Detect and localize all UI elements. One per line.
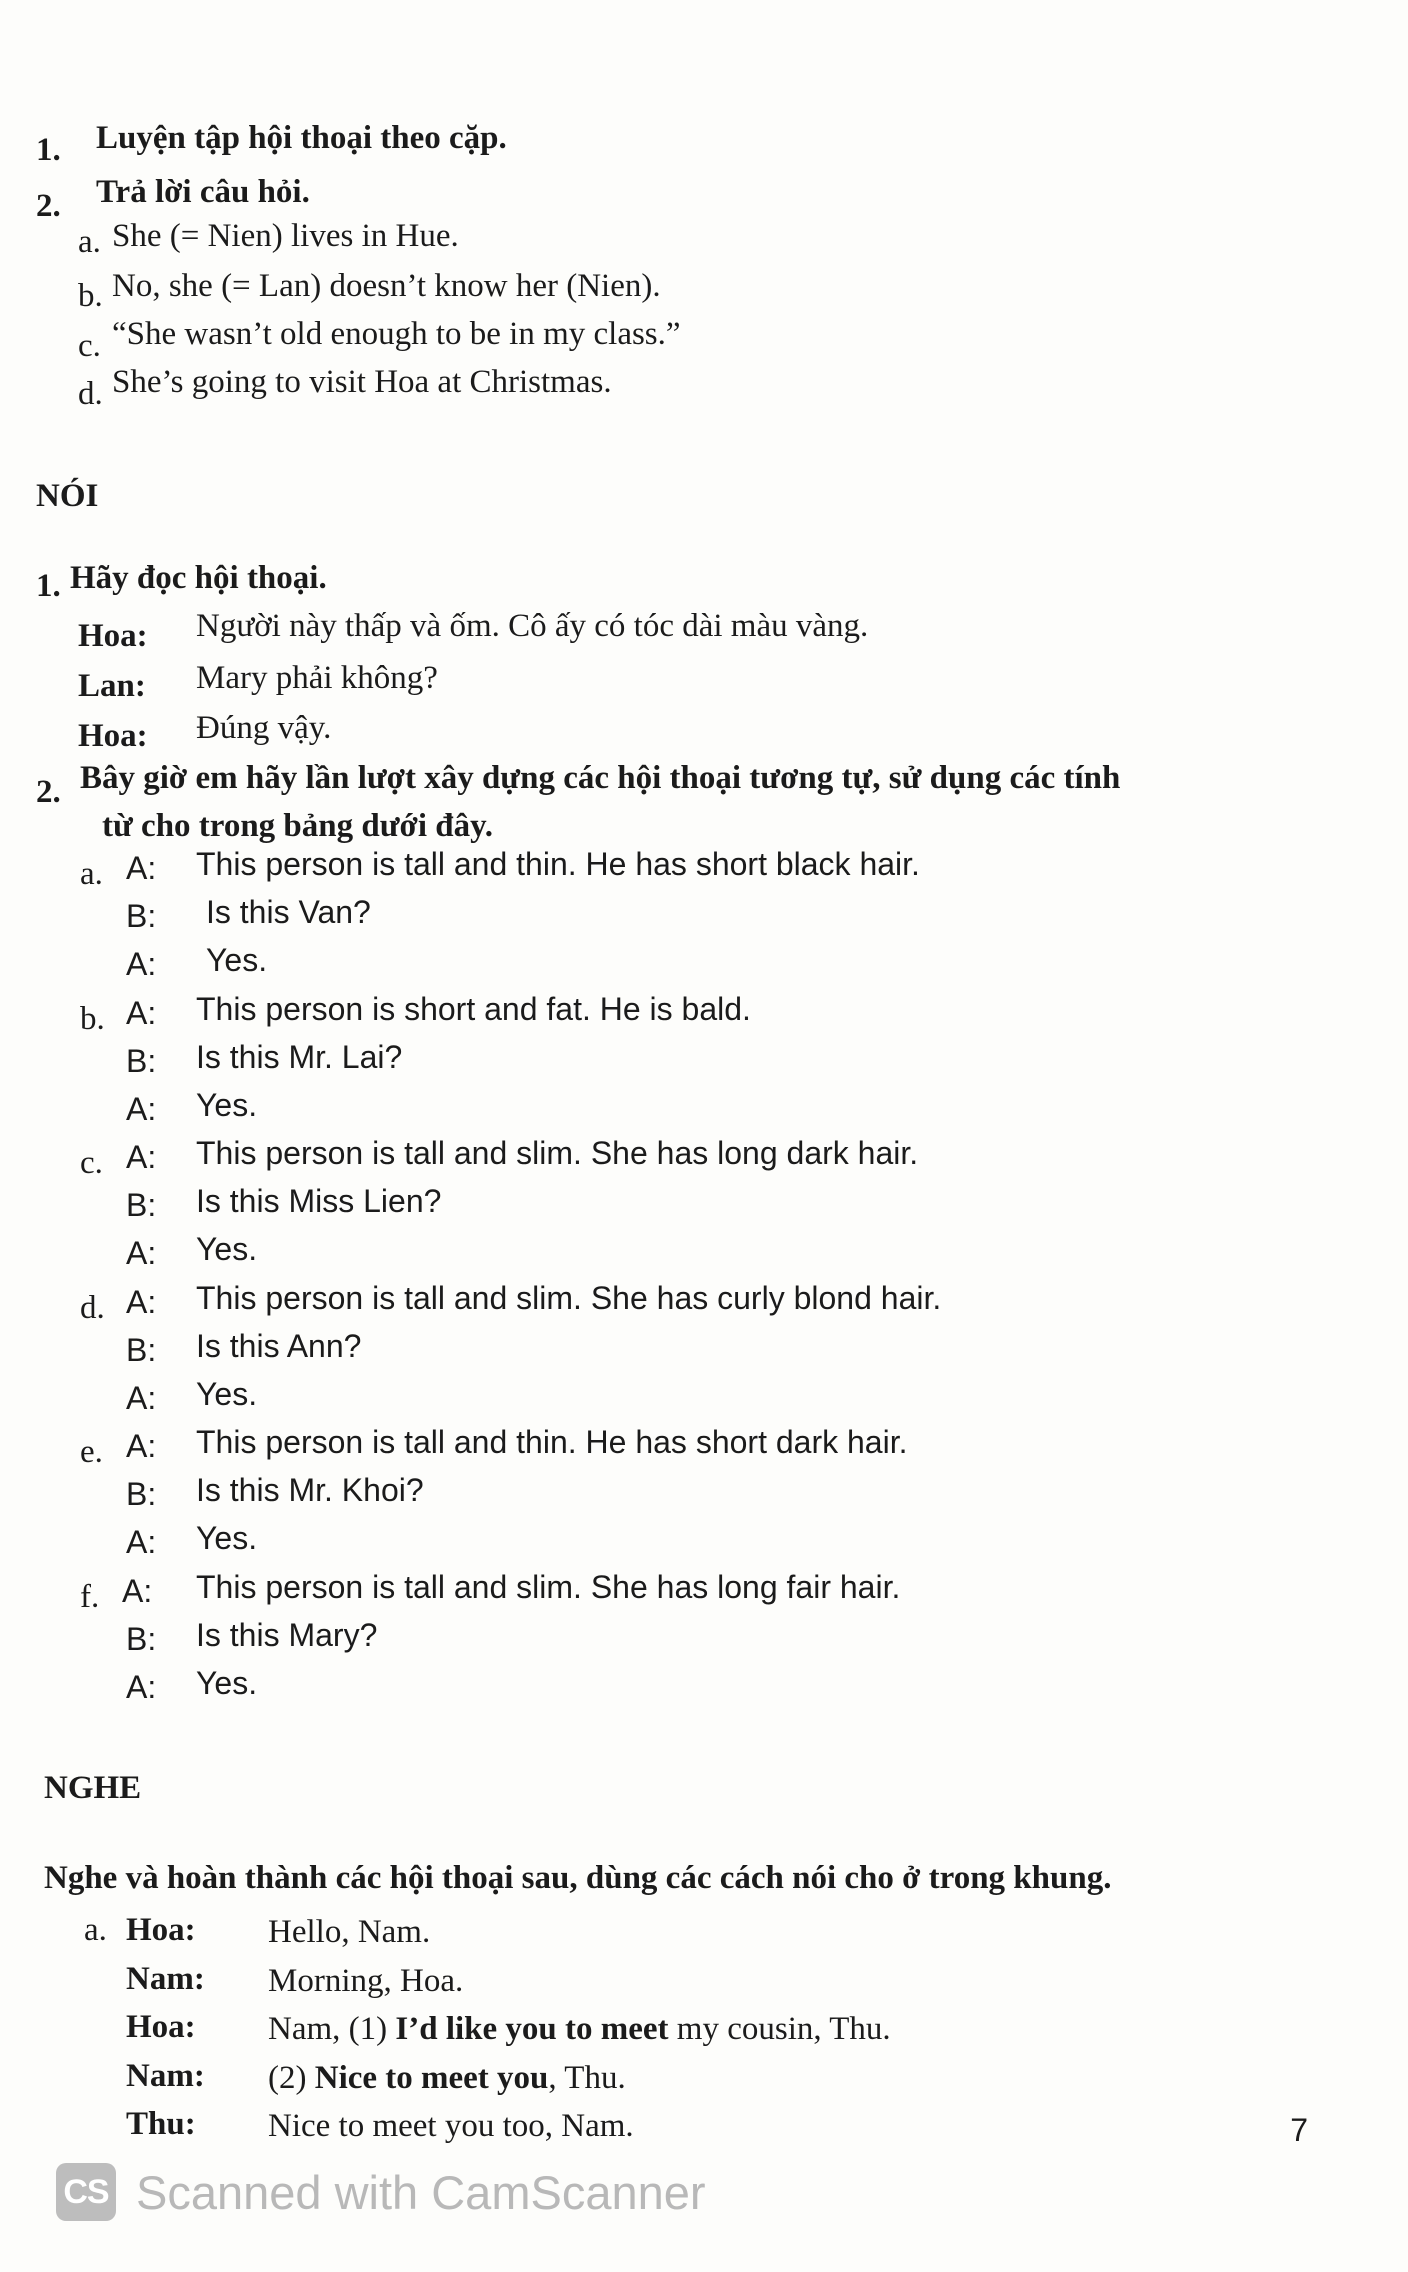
exchange-line: Yes. xyxy=(196,1664,258,1701)
exchange-line: This person is tall and slim. She has long dark hair. xyxy=(196,1135,919,1171)
speaker: Hoa: xyxy=(78,718,148,754)
dialogue-line: Người này thấp và ốm. Cô ấy có tóc dài màu vàng. xyxy=(196,608,869,644)
answer-phrase: I’d like you to meet xyxy=(395,2011,669,2047)
speaker-label: B: xyxy=(126,898,157,934)
exchange-line: Yes. xyxy=(206,942,268,978)
exchange-line: Is this Mr. Khoi? xyxy=(196,1472,424,1508)
dialogue-line xyxy=(268,2106,634,2146)
exchange-line: Is this Van? xyxy=(206,894,371,930)
item-text: Luyện tập hội thoại theo cặp. xyxy=(96,120,507,156)
dialogue-line: Mary phải không? xyxy=(196,660,438,696)
speaker-label: B: xyxy=(126,1620,157,1657)
camscanner-watermark xyxy=(56,2160,706,2224)
exchange-letter: a. xyxy=(80,856,103,892)
speaker-label: A: xyxy=(126,1379,157,1416)
speaker-label: A: xyxy=(122,1572,153,1609)
instruction-text: Nghe và hoàn thành các hội thoại sau, dùng các cách nói cho ở trong khung. xyxy=(44,1860,1112,1896)
page-number: 7 xyxy=(1290,2112,1308,2148)
answer-letter: c. xyxy=(78,328,101,364)
camscanner-logo-icon: CS xyxy=(56,2163,116,2221)
section-heading: NGHE xyxy=(44,1770,142,1806)
exchange-line: This person is tall and thin. He has short black hair. xyxy=(196,846,920,882)
exchange-line: This person is short and fat. He is bald. xyxy=(196,990,751,1027)
exchange-letter: e. xyxy=(80,1434,103,1470)
speaker-label: A: xyxy=(126,850,157,886)
exchange-line: Yes. xyxy=(196,1375,258,1412)
item-text: từ cho trong bảng dưới đây. xyxy=(102,808,494,844)
speaker-label: A: xyxy=(126,1139,157,1175)
item-text: Bây giờ em hãy lần lượt xây dựng các hội thoại tương tự, sử dụng các tính xyxy=(80,760,1121,796)
dialogue-line xyxy=(268,2058,626,2098)
speaker-label: B: xyxy=(126,1042,157,1079)
speaker: Nam: xyxy=(126,1960,205,1997)
speaker: Hoa: xyxy=(126,2009,196,2045)
camscanner-text: Scanned with CamScanner xyxy=(136,2165,706,2219)
dialogue-line xyxy=(268,1961,463,2001)
speaker-label: A: xyxy=(126,1235,157,1271)
dialogue-line: Đúng vậy. xyxy=(196,710,332,746)
speaker: Hoa: xyxy=(78,618,148,654)
item-number: 1. xyxy=(36,568,61,604)
dialogue-text: Morning, Hoa. xyxy=(268,1962,464,1999)
speaker: Hoa: xyxy=(126,1912,196,1948)
dialogue-line xyxy=(268,2009,891,2049)
speaker-label: B: xyxy=(126,1187,157,1223)
exchange-letter: d. xyxy=(80,1289,105,1326)
answer-text: She (= Nien) lives in Hue. xyxy=(112,218,459,254)
exchange-line: This person is tall and thin. He has short dark hair. xyxy=(196,1424,908,1460)
item-text: Trả lời câu hỏi. xyxy=(96,174,310,210)
answer-letter: a. xyxy=(78,224,101,260)
item-number: 1. xyxy=(36,132,61,168)
exchange-letter: b. xyxy=(80,1000,105,1037)
speaker: Thu: xyxy=(126,2106,196,2142)
dialogue-letter: a. xyxy=(84,1912,107,1948)
exchange-line: Yes. xyxy=(196,1086,258,1123)
answer-phrase: Nice to meet you xyxy=(314,2059,549,2096)
exchange-line: Is this Mary? xyxy=(196,1616,378,1653)
speaker-label: A: xyxy=(126,1524,157,1560)
exchange-line: Is this Ann? xyxy=(196,1327,362,1364)
speaker-label: A: xyxy=(126,1090,157,1127)
dialogue-text: Nice to meet you too, Nam. xyxy=(268,2108,634,2144)
answer-text: “She wasn’t old enough to be in my class.” xyxy=(112,316,681,352)
exchange-line: Yes. xyxy=(196,1231,258,1267)
exchange-letter: f. xyxy=(80,1578,100,1615)
item-text: Hãy đọc hội thoại. xyxy=(70,560,327,596)
dialogue-text: Nam, (1) xyxy=(268,2011,396,2047)
exchange-letter: c. xyxy=(80,1145,103,1181)
speaker-label: A: xyxy=(126,1428,157,1464)
answer-text: No, she (= Lan) doesn’t know her (Nien). xyxy=(112,268,661,304)
speaker: Nam: xyxy=(126,2057,205,2094)
dialogue-line xyxy=(268,1912,430,1952)
speaker-label: B: xyxy=(126,1331,157,1368)
answer-text: She’s going to visit Hoa at Christmas. xyxy=(112,364,612,400)
item-number: 2. xyxy=(36,774,61,810)
exchange-line: This person is tall and slim. She has long fair hair. xyxy=(196,1568,901,1605)
dialogue-text: my cousin, Thu. xyxy=(668,2011,891,2047)
item-number: 2. xyxy=(36,188,61,224)
speaker-label: A: xyxy=(126,946,157,982)
speaker-label: A: xyxy=(126,1668,157,1705)
exchange-line: Is this Mr. Lai? xyxy=(196,1038,403,1075)
speaker-label: A: xyxy=(126,994,157,1031)
exchange-line: Yes. xyxy=(196,1520,258,1556)
answer-letter: d. xyxy=(78,376,103,412)
dialogue-text: (2) xyxy=(268,2059,315,2096)
speaker-label: B: xyxy=(126,1476,157,1512)
answer-letter: b. xyxy=(78,278,103,314)
speaker: Lan: xyxy=(78,668,146,704)
exchange-line: This person is tall and slim. She has curly blond hair. xyxy=(196,1279,942,1316)
exchange-line: Is this Miss Lien? xyxy=(196,1183,442,1219)
speaker-label: A: xyxy=(126,1283,157,1320)
dialogue-text: Hello, Nam. xyxy=(268,1914,431,1950)
section-heading: NÓI xyxy=(36,478,99,514)
dialogue-text: , Thu. xyxy=(548,2059,626,2096)
